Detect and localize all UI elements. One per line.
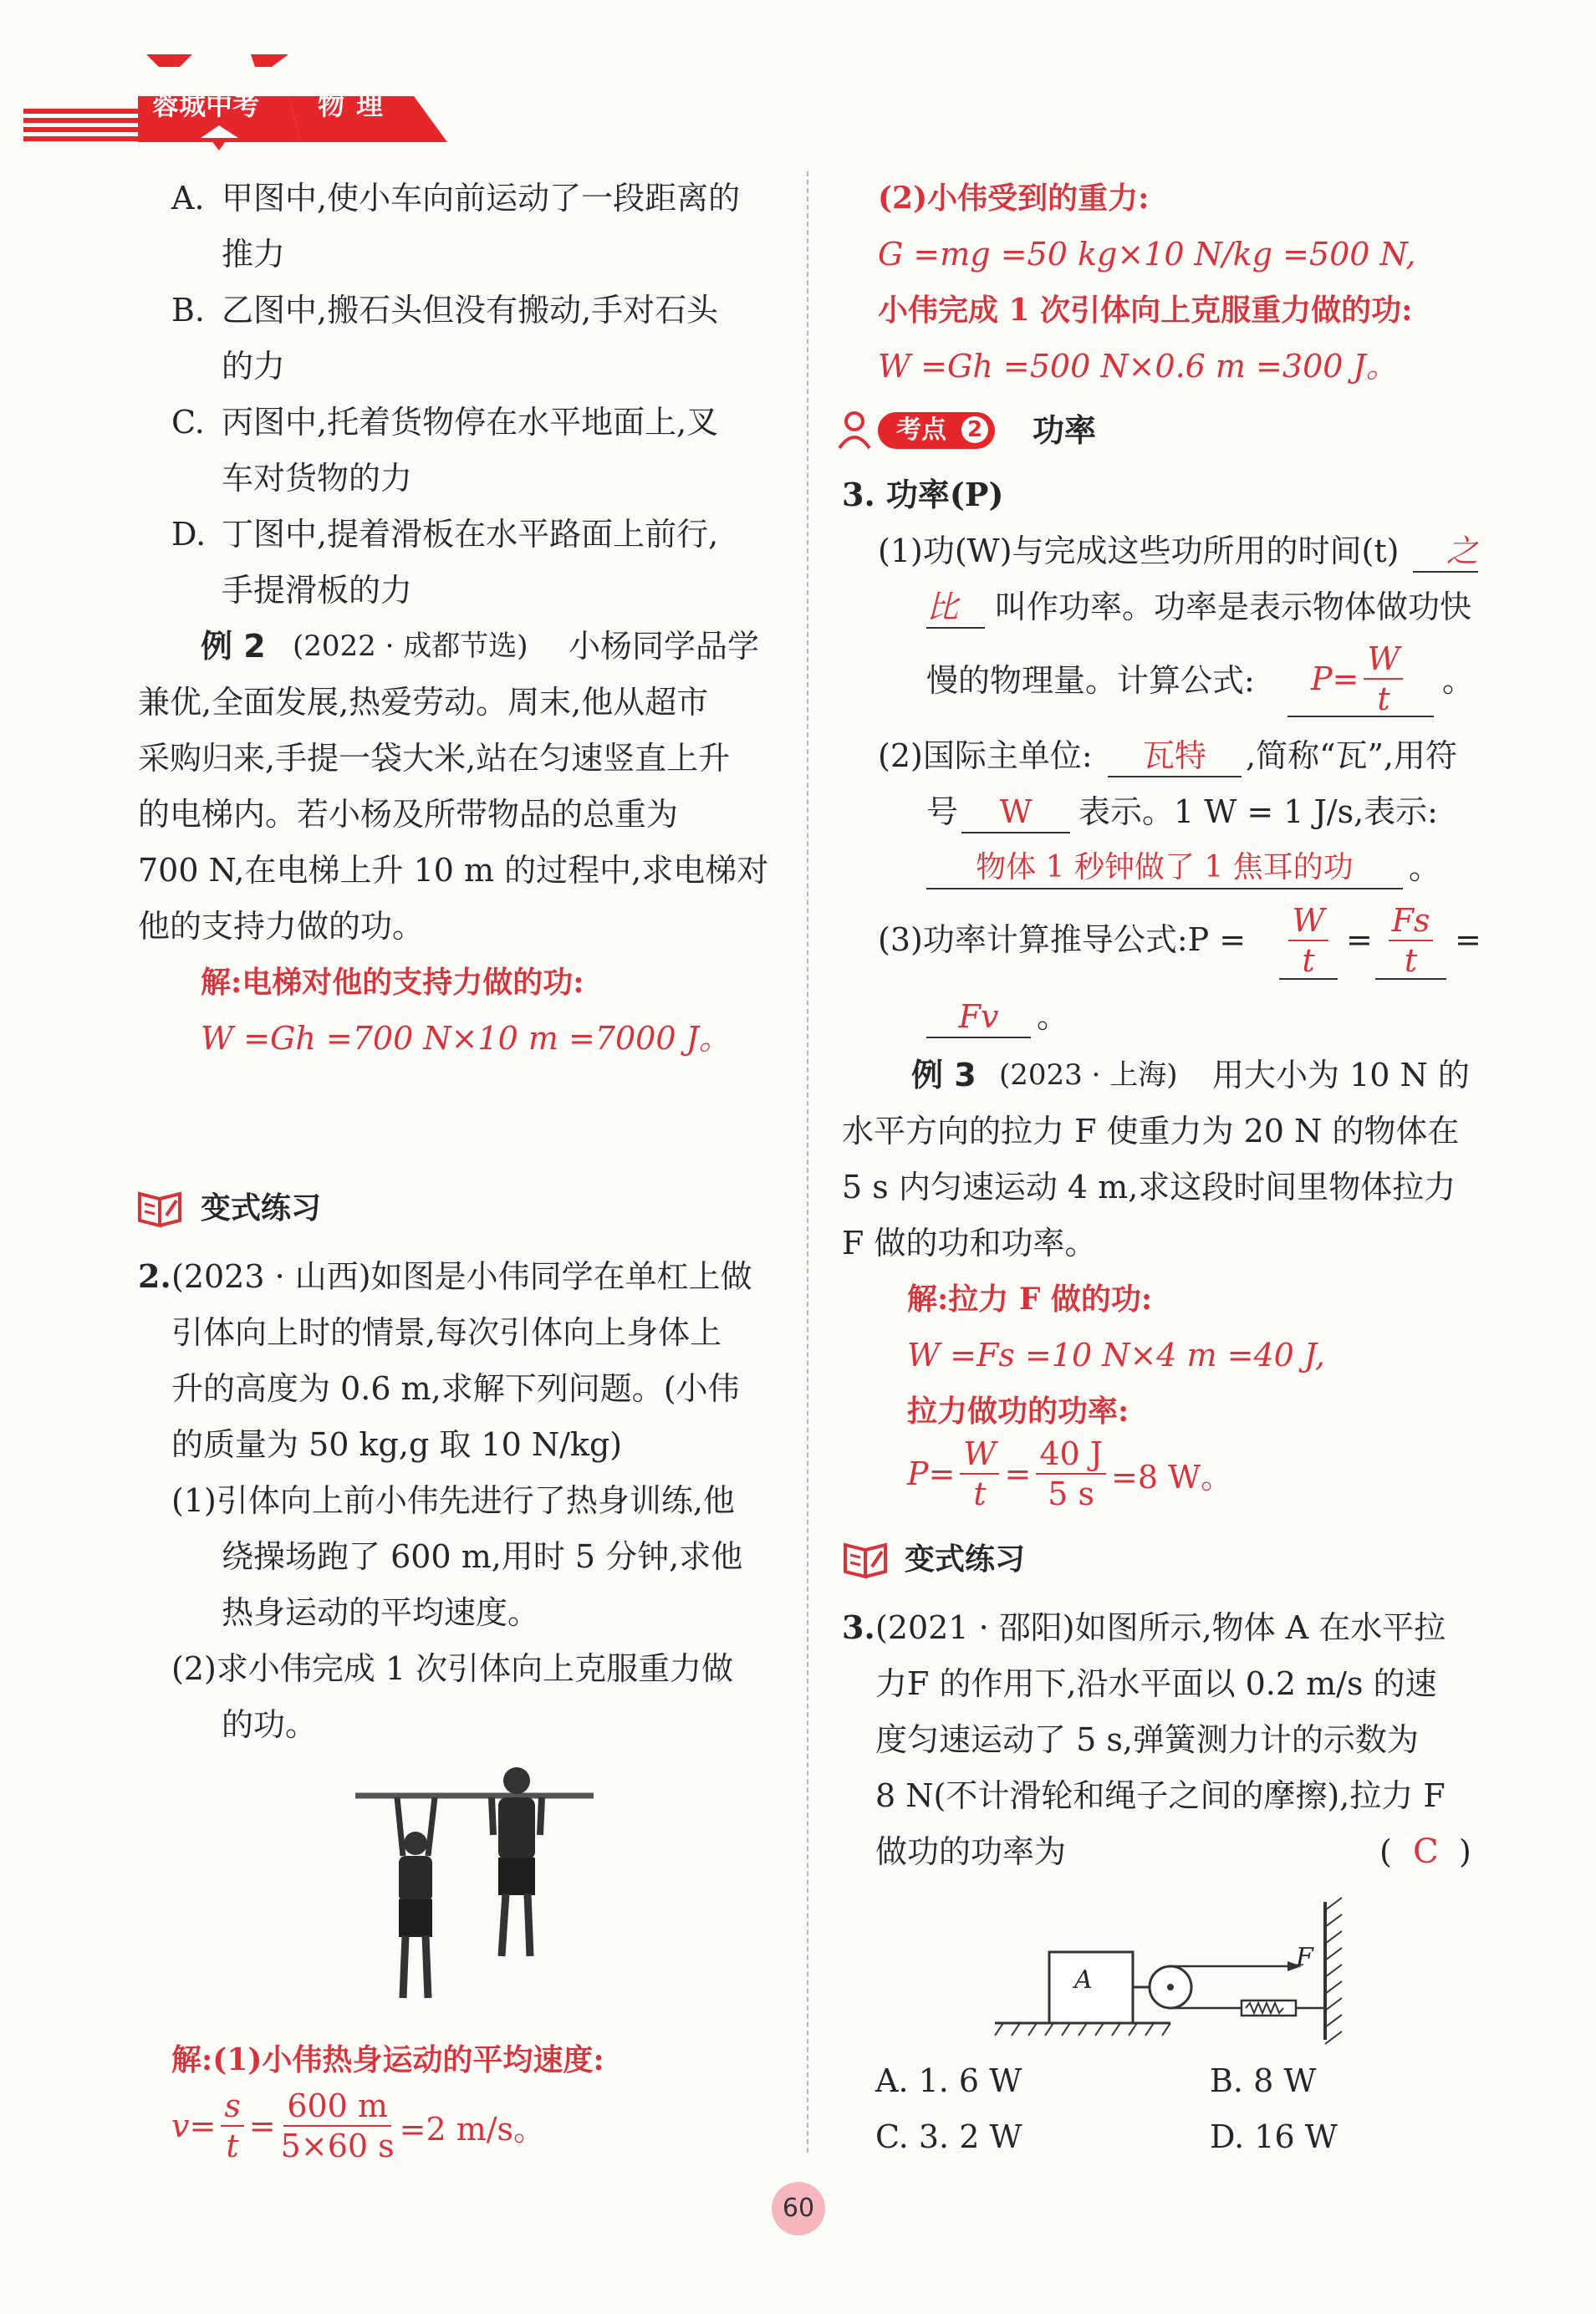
practice-title-right: 变式练习 <box>905 1542 1026 1577</box>
q3-line2: 度匀速运动了 5 s,弹簧测力计的示数为 <box>875 1721 1419 1758</box>
section3-ans-bi: 比 <box>926 587 985 629</box>
q2-den: 5×60 s <box>280 2128 395 2164</box>
derived-period: 。 <box>1037 998 1069 1035</box>
q3-answer-bracket-left: ( <box>1379 1833 1392 1870</box>
keypoint-title: 功率 <box>1033 412 1097 449</box>
option-a-letter: A. <box>171 180 205 217</box>
formula-w: W <box>1364 643 1403 680</box>
q2-result: =2 m/s。 <box>399 2110 546 2148</box>
derived-eq-1: = <box>1346 921 1373 958</box>
section3-p2c: 号 <box>926 793 959 830</box>
example2-line0: 小杨同学品学 <box>569 628 760 665</box>
ex3-num: 40 J <box>1036 1438 1106 1475</box>
example2-solution-1: W =Gh =700 N×10 m =7000 J。 <box>201 1020 731 1057</box>
example2-solution-0: 解:电梯对他的支持力做的功: <box>201 965 584 1000</box>
section3-ans-zhi: 之 <box>1413 531 1478 573</box>
example2-line5: 他的支持力做的功。 <box>138 908 425 945</box>
example3-source: (2023 · 上海) <box>999 1058 1178 1092</box>
option-a-line1: 甲图中,使小车向前运动了一段距离的 <box>222 180 741 217</box>
page-number: 60 <box>772 2182 825 2235</box>
q2-sol-2-title: (2)小伟受到的重力: <box>878 181 1150 216</box>
ex3-w: W <box>960 1438 999 1475</box>
section3-p1b: 叫作功率。功率是表示物体做功快 <box>995 589 1472 625</box>
section3-p2d: 表示。1 W = 1 J/s,表示: <box>1078 793 1438 830</box>
q2-sol-work: W =Gh =500 N×0.6 m =300 J。 <box>878 348 1398 385</box>
q2-line5: 绕操场跑了 600 m,用时 5 分钟,求他 <box>222 1538 743 1575</box>
q3-choice-b: B. 8 W <box>1210 2062 1317 2099</box>
example3-line3: F 做的功和功率。 <box>842 1225 1097 1261</box>
pull-up-illustration <box>351 1756 602 2023</box>
q2-num: 600 m <box>283 2090 391 2127</box>
derived-eq-2: = <box>1455 921 1481 958</box>
option-b-line2: 的力 <box>222 348 286 385</box>
q2-solution-title: 解:(1)小伟热身运动的平均速度: <box>171 2042 604 2077</box>
section3-title: 3. 功率(P) <box>842 476 1004 513</box>
option-c-line1: 丙图中,托着货物停在水平地面上,叉 <box>222 404 719 441</box>
keypoint-badge-number: 2 <box>961 416 988 443</box>
q2-line2: 升的高度为 0.6 m,求解下列问题。(小伟 <box>171 1370 740 1407</box>
section3-p2b: ,简称“瓦”,用符 <box>1246 737 1458 774</box>
keypoint-badge-text: 考点 <box>896 415 946 445</box>
q2-line6: 热身运动的平均速度。 <box>222 1594 540 1631</box>
option-c-line2: 车对货物的力 <box>222 460 413 497</box>
example2-line3: 的电梯内。若小杨及所带物品的总重为 <box>138 796 679 833</box>
section3-period: 。 <box>1442 662 1475 699</box>
derived-fs: Fs <box>1389 905 1434 941</box>
option-b-letter: B. <box>171 292 206 329</box>
example2-line1: 兼优,全面发展,热爱劳动。周末,他从超市 <box>138 684 709 721</box>
derived-blank-1 <box>1279 903 1338 980</box>
section3-ans-w: W <box>961 792 1070 833</box>
section3-p3a: (3)功率计算推导公式:P = <box>878 921 1247 958</box>
practice-title-left: 变式练习 <box>201 1191 322 1226</box>
section3-p2a: (2)国际主单位: <box>878 737 1093 774</box>
ex3-result: =8 W。 <box>1111 1458 1233 1496</box>
option-a-line2: 推力 <box>222 236 286 273</box>
section3-p1a: (1)功(W)与完成这些功所用的时间(t) <box>878 533 1400 569</box>
q2-velocity-formula: v = $\frac{s}{t}$ = $\frac{600 m}{5\times 60 s}$ =2 m/s。 <box>171 2087 546 2164</box>
q2-s: s <box>221 2090 244 2127</box>
example3-sol-1: W =Fs =10 N×4 m =40 J, <box>907 1337 1326 1374</box>
q2-line7: (2)求小伟完成 1 次引体向上克服重力做 <box>171 1650 734 1687</box>
example3-label: 例 3 <box>911 1057 976 1093</box>
example2-label: 例 2 <box>201 628 266 665</box>
example2-line2: 采购归来,手提一袋大米,站在匀速竖直上升 <box>138 740 731 777</box>
derived-blank-2 <box>1375 903 1446 980</box>
example3-line1: 水平方向的拉力 F 使重力为 20 N 的物体在 <box>842 1113 1460 1149</box>
q2-numeric-fraction <box>280 2087 395 2164</box>
header-subject: 物理 <box>318 89 395 121</box>
example3-line2: 5 s 内匀速运动 4 m,求这段时间里物体拉力 <box>842 1169 1456 1205</box>
derived-w: W <box>1288 905 1328 941</box>
q3-answer: C <box>1413 1832 1439 1871</box>
q2-v-symbol: v <box>171 2108 190 2144</box>
q2-number: 2. <box>138 1257 171 1295</box>
option-d-line2: 手提滑板的力 <box>222 572 413 609</box>
section3-ans-meaning: 物体 1 秒钟做了 1 焦耳的功 <box>926 848 1403 889</box>
q2-line0: (2023 · 山西)如图是小伟同学在单杠上做 <box>171 1258 752 1295</box>
q2-sol-gravity: G =mg =50 kg×10 N/kg =500 N, <box>878 236 1416 273</box>
q2-sol-work-title: 小伟完成 1 次引体向上克服重力做的功: <box>878 293 1413 328</box>
practice-book-icon-right <box>842 1538 892 1582</box>
q3-line3: 8 N(不计滑轮和绳子之间的摩擦),拉力 F <box>875 1777 1446 1814</box>
section3-period2: 。 <box>1409 849 1441 886</box>
q2-line1: 引体向上时的情景,每次引体向上身体上 <box>171 1314 722 1351</box>
q2-s-over-t <box>221 2087 244 2164</box>
section3-ans-watt: 瓦特 <box>1108 736 1242 777</box>
example2-source: (2022 · 成都节选) <box>293 629 528 663</box>
section3-formula-blank: P = $\frac{W}{t}$ <box>1288 642 1434 717</box>
example3-sol-2: 拉力做功的功率: <box>907 1394 1129 1429</box>
option-d-line1: 丁图中,提着滑板在水平路面上前行, <box>222 516 719 553</box>
q3-choice-c: C. 3. 2 W <box>875 2118 1022 2155</box>
example2-line4: 700 N,在电梯上升 10 m 的过程中,求电梯对 <box>138 852 769 889</box>
pulley-block-label: A <box>1074 1965 1093 1995</box>
q3-line0: (2021 · 邵阳)如图所示,物体 A 在水平拉 <box>875 1609 1446 1646</box>
q3-answer-bracket-right: ) <box>1459 1833 1471 1870</box>
example3-sol-0: 解:拉力 F 做的功: <box>907 1282 1153 1317</box>
q3-choice-a: A. 1. 6 W <box>875 2062 1022 2099</box>
derived-t: t <box>1302 942 1315 979</box>
q3-choice-d: D. 16 W <box>1210 2118 1338 2155</box>
section3-p1c: 慢的物理量。计算公式: <box>926 662 1255 699</box>
ex3-den: 5 s <box>1048 1476 1095 1512</box>
q2-line3: 的质量为 50 kg,g 取 10 N/kg) <box>171 1426 623 1463</box>
ex3-p: P <box>907 1455 929 1492</box>
header-brand: 蓉城中考 <box>152 89 260 121</box>
option-b-line1: 乙图中,搬石头但没有搬动,手对石头 <box>222 292 719 329</box>
ex3-t: t <box>973 1476 987 1512</box>
option-d-letter: D. <box>171 516 207 553</box>
q3-line1: 力F 的作用下,沿水平面以 0.2 m/s 的速 <box>875 1665 1437 1702</box>
column-divider <box>807 171 808 2153</box>
example3-power-formula: P = $\frac{W}{t}$ = $\frac{40 J}{5 s}$ =8 W。 <box>907 1435 1233 1512</box>
q3-line4: 做功的功率为 <box>875 1833 1067 1870</box>
example3-line0: 用大小为 10 N 的 <box>1212 1057 1470 1093</box>
derived-t2: t <box>1404 942 1418 979</box>
keypoint-person-icon <box>836 410 880 451</box>
formula-t: t <box>1377 680 1390 717</box>
option-c-letter: C. <box>171 404 205 441</box>
q2-line8: 的功。 <box>222 1706 318 1743</box>
q3-number: 3. <box>842 1608 875 1646</box>
pulley-force-label: F <box>1296 1943 1313 1972</box>
practice-book-icon <box>136 1187 186 1231</box>
keypoint-badge <box>878 412 995 449</box>
derived-ans-fv: Fv <box>926 996 1031 1038</box>
q2-line4: (1)引体向上前小伟先进行了热身训练,他 <box>171 1482 735 1519</box>
q2-t: t <box>226 2128 239 2164</box>
formula-p: P <box>1311 660 1333 697</box>
